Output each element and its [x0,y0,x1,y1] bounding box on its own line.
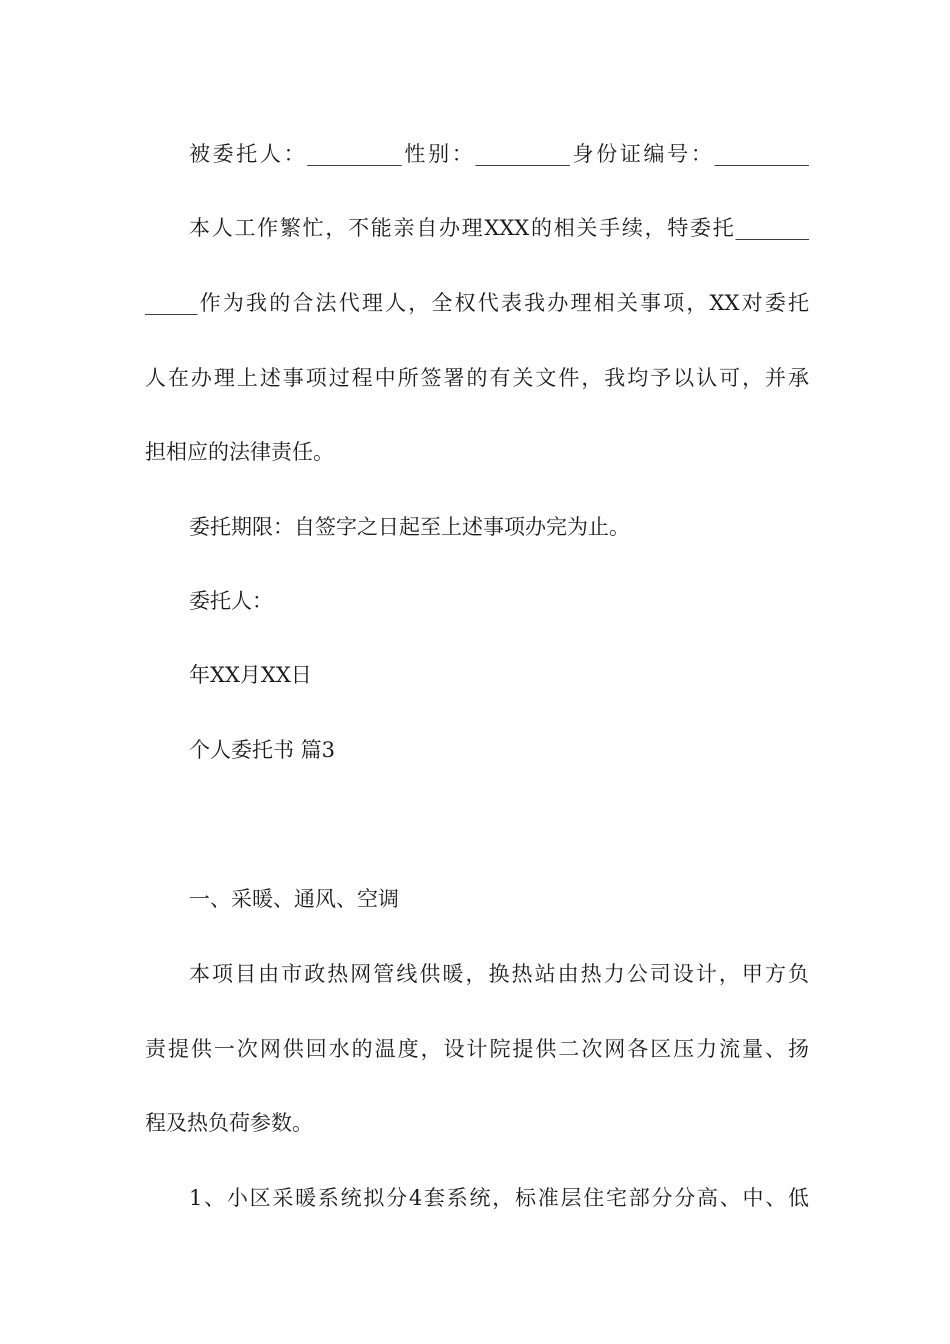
paragraph-line: 责提供一次网供回水的温度，设计院提供二次网各区压力流量、扬 [145,1037,809,1061]
paragraph-line: _____作为我的合法代理人，全权代表我办理相关事项，XX对委托 [145,291,809,315]
paragraph-line: 本项目由市政热网管线供暖，换热站由热力公司设计，甲方负 [189,962,809,986]
list-item: 1、小区采暖系统拟分4套系统，标准层住宅部分分高、中、低 [189,1186,809,1210]
subsection-heading: 一、采暖、通风、空调 [189,887,399,911]
authorization-period: 委托期限：自签字之日起至上述事项办完为止。 [189,515,630,539]
paragraph-line: 本人工作繁忙，不能亲自办理XXX的相关手续，特委托_______ [189,216,809,240]
paragraph-line: 人在办理上述事项过程中所签署的有关文件，我均予以认可，并承 [145,366,809,390]
section-heading: 个人委托书 篇3 [189,738,336,762]
trustee-info-line: 被委托人：_________性别：_________身份证编号：_________ [189,142,809,166]
principal-signature-label: 委托人： [189,589,273,613]
paragraph-line: 程及热负荷参数。 [145,1111,313,1135]
date-line: 年XX月XX日 [189,663,312,687]
paragraph-line: 担相应的法律责任。 [145,440,334,464]
